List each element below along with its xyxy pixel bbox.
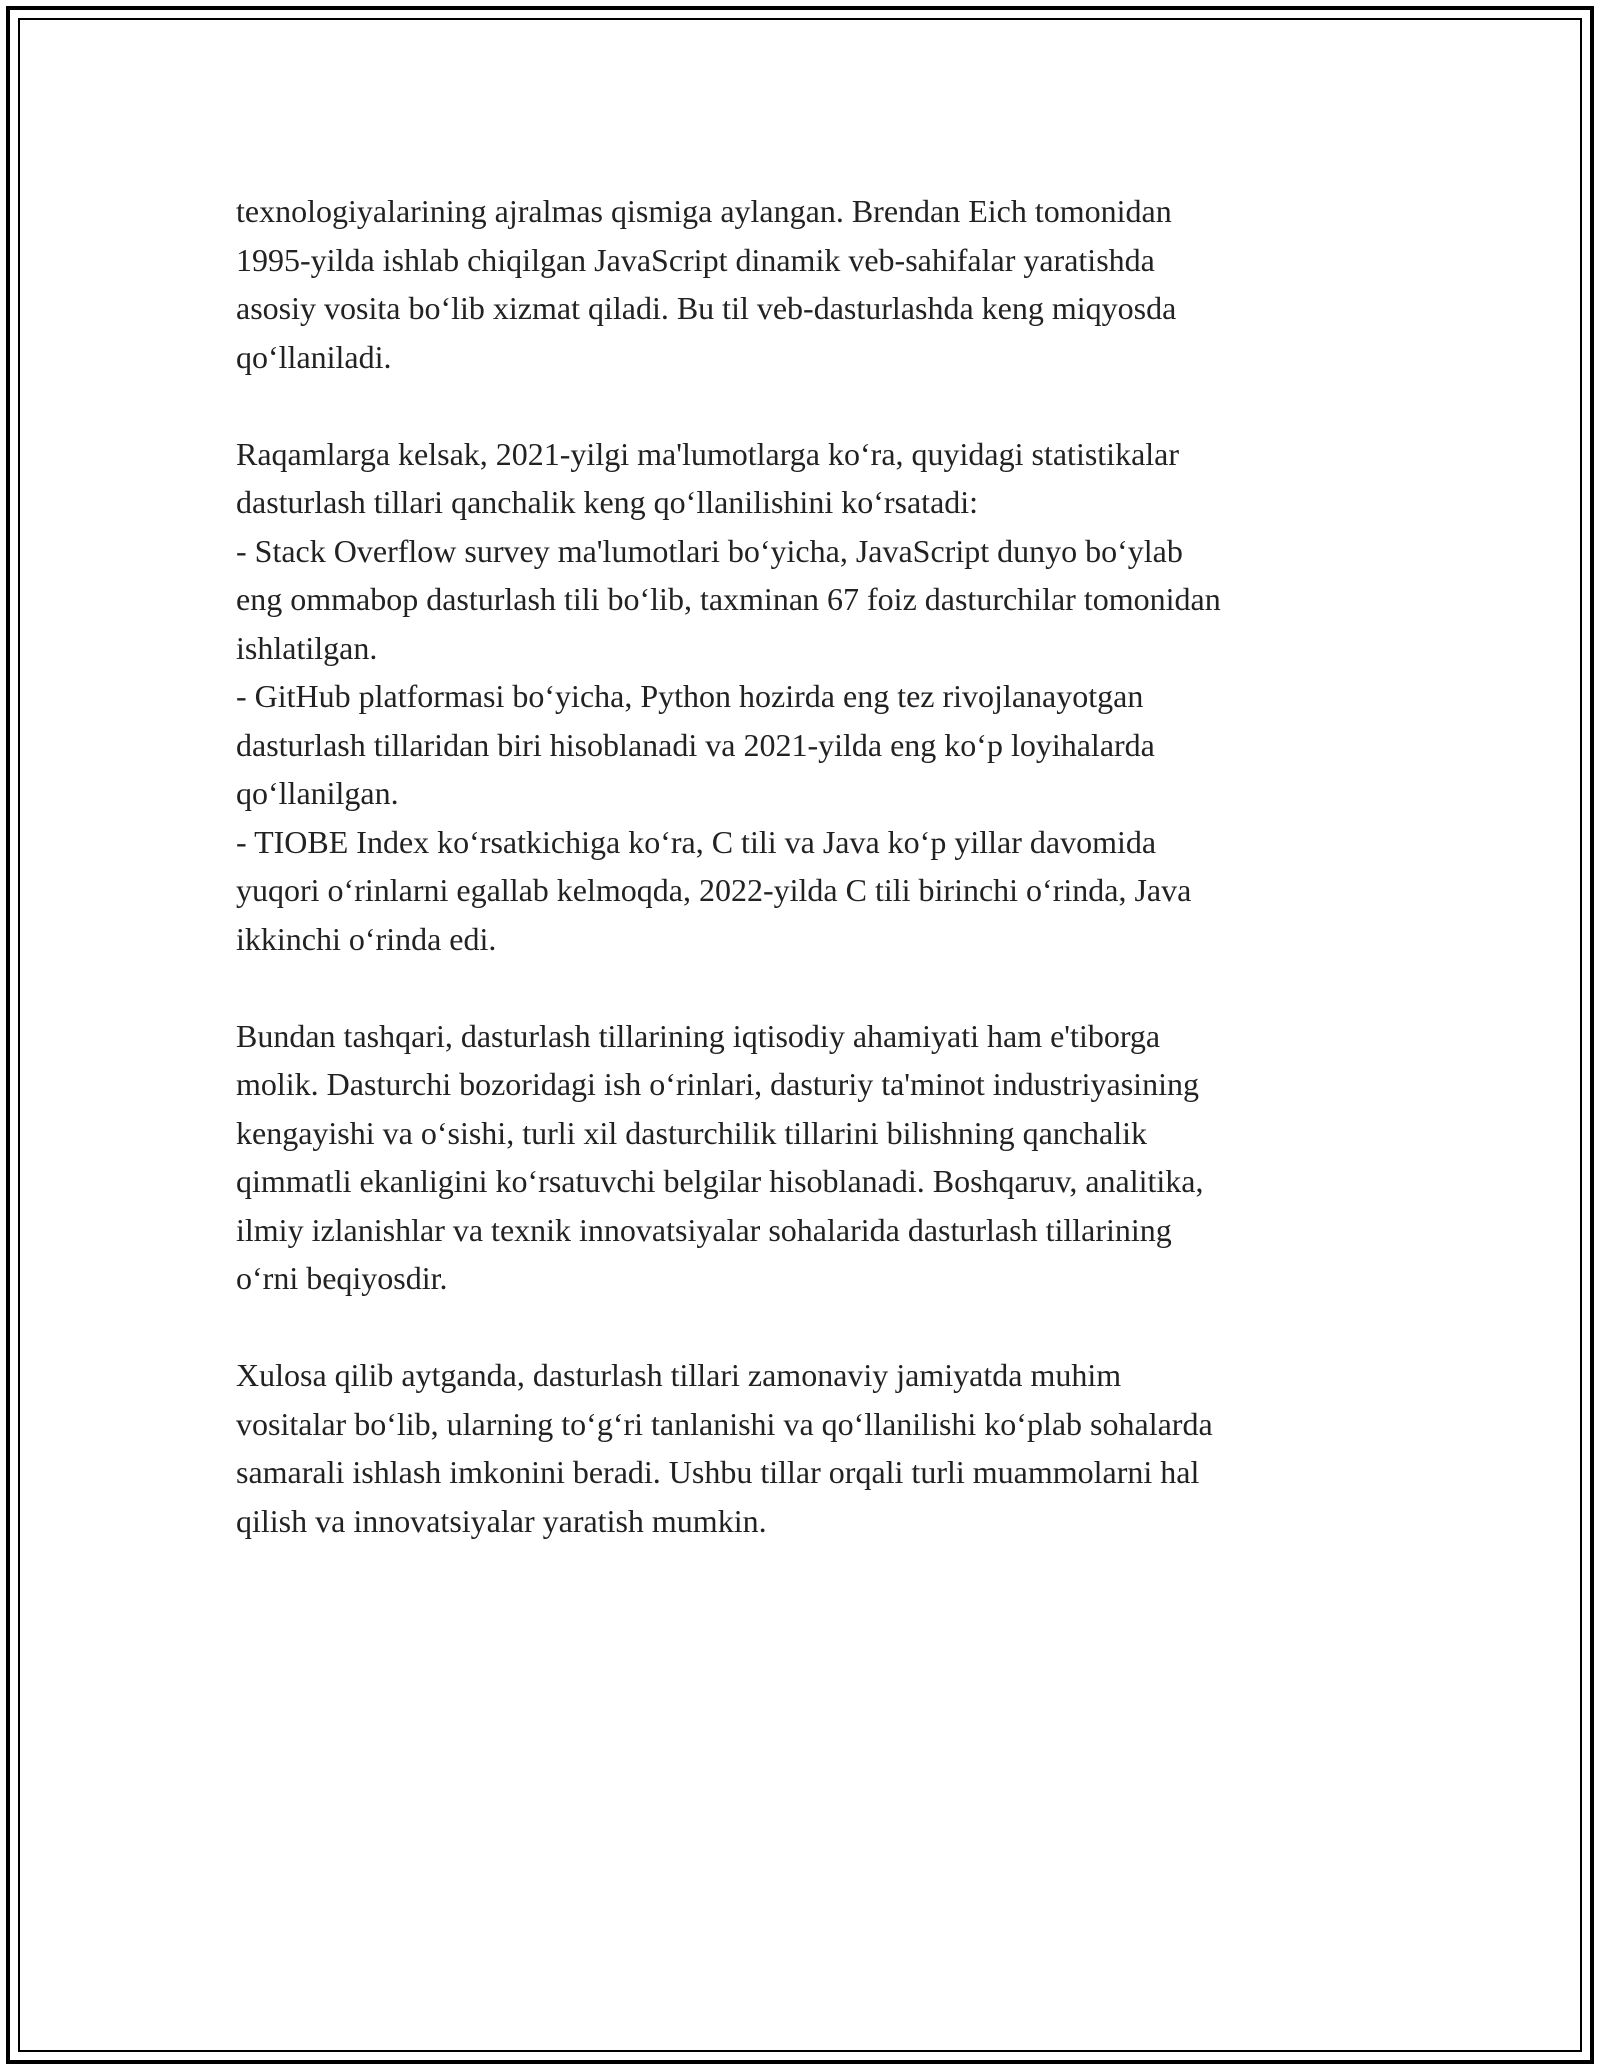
text-line: dasturlash tillaridan biri hisoblanadi va 2021-yilda eng ko‘p loyihalarda <box>236 726 1155 763</box>
text-line: eng ommabop dasturlash tili bo‘lib, taxminan 67 foiz dasturchilar tomonidan <box>236 581 1221 617</box>
text-line: vositalar bo‘lib, ularning to‘g‘ri tanlanishi va qo‘llanilishi ko‘plab sohalarda <box>236 1405 1213 1442</box>
text-line: o‘rni beqiyosdir. <box>236 1260 448 1296</box>
text-line: asosiy vosita bo‘lib xizmat qiladi. Bu til veb-dasturlashda keng miqyosda <box>236 290 1177 326</box>
text-line: Xulosa qilib aytganda, dasturlash tillari zamonaviy jamiyatda muhim <box>236 1357 1122 1393</box>
text-line: qimmatli ekanligini ko‘rsatuvchi belgilar hisoblanadi. Boshqaruv, analitika, <box>236 1163 1204 1199</box>
text-line: ishlatilgan. <box>236 629 378 666</box>
text-line: dasturlash tillari qanchalik keng qo‘llanilishini ko‘rsatadi: <box>236 484 979 520</box>
document-body <box>236 187 1376 1594</box>
text-line: Bundan tashqari, dasturlash tillarining iqtisodiy ahamiyati ham e'tiborga <box>236 1017 1161 1054</box>
text-line: kengayishi va o‘sishi, turli xil dasturchilik tillarini bilishning qanchalik <box>236 1114 1147 1151</box>
paragraph-statistics <box>236 430 1376 964</box>
list-item-github: - GitHub platformasi bo‘yicha, Python hozirda eng tez rivojlanayotgan <box>236 678 1144 714</box>
list-item-tiobe: - TIOBE Index ko‘rsatkichiga ko‘ra, C tili va Java ko‘p yillar davomida <box>236 823 1157 860</box>
paragraph-intro <box>236 187 1376 381</box>
paragraph-conclusion <box>236 1351 1376 1545</box>
text-line: ikkinchi o‘rinda edi. <box>236 920 497 957</box>
list-item-stackoverflow: - Stack Overflow survey ma'lumotlari bo‘yicha, JavaScript dunyo bo‘ylab <box>236 532 1183 569</box>
text-line: texnologiyalarining ajralmas qismiga aylangan. Brendan Eich tomonidan <box>236 193 1172 229</box>
paragraph-economics <box>236 1012 1376 1303</box>
text-line: ilmiy izlanishlar va texnik innovatsiyalar sohalarida dasturlash tillarining <box>236 1211 1172 1248</box>
text-line: qilish va innovatsiyalar yaratish mumkin. <box>236 1502 767 1539</box>
text-line: 1995-yilda ishlab chiqilgan JavaScript dinamik veb-sahifalar yaratishda <box>236 241 1155 278</box>
text-line: Raqamlarga kelsak, 2021-yilgi ma'lumotlarga ko‘ra, quyidagi statistikalar <box>236 435 1180 472</box>
text-line: yuqori o‘rinlarni egallab kelmoqda, 2022-yilda C tili birinchi o‘rinda, Java <box>236 872 1192 908</box>
text-line: molik. Dasturchi bozoridagi ish o‘rinlari, dasturiy ta'minot industriyasining <box>236 1066 1199 1102</box>
text-line: samarali ishlash imkonini beradi. Ushbu tillar orqali turli muammolarni hal <box>236 1454 1200 1490</box>
text-line: qo‘llanilgan. <box>236 775 399 811</box>
text-line: qo‘llaniladi. <box>236 338 392 375</box>
